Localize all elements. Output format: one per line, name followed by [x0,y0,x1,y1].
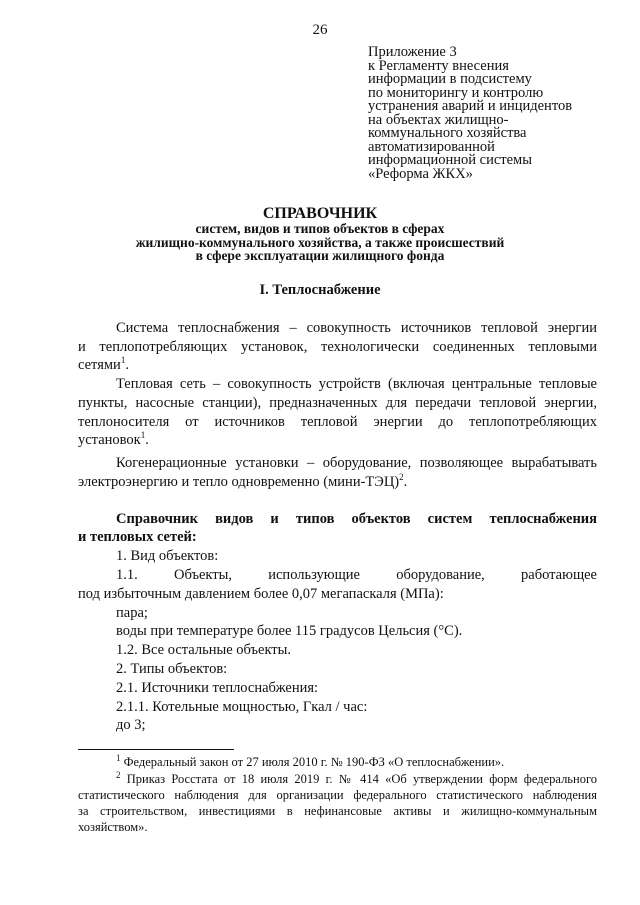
page-number: 26 [312,22,328,38]
footnote-mark: 2 [116,769,121,780]
appendix-line: на объектах жилищно- [368,111,509,128]
item-upto-3: до 3; [116,717,146,733]
para2-tail: . [145,432,149,448]
para1-line2: и теплопотребляющих установок, технологически соединенных тепловыми [78,339,597,355]
appendix-line: автоматизированной [368,138,495,155]
appendix-line: Приложение 3 [368,44,457,60]
para3-tail: . [403,474,408,490]
catalog-heading-line2: и тепловых сетей: [78,529,197,545]
document-title: СПРАВОЧНИК [262,205,378,222]
para1-line3 [78,357,129,374]
item-2-1: 2.1. Источники теплоснабжения: [116,680,319,696]
footnote-ref: 1 [120,355,126,366]
footnote-2-line2: статистического наблюдения для организации федерального статистического наблюдения [78,788,597,802]
document-subtitle [0,222,640,263]
appendix-line: информации в подсистему [368,71,532,87]
para2-line1: Тепловая сеть – совокупность устройств (включая центральные тепловые [116,376,597,392]
subtitle-line: систем, видов и типов объектов в сферах [195,221,445,236]
appendix-line: по мониторингу и контролю [368,84,544,101]
appendix-line: «Реформа ЖКХ» [368,165,473,182]
catalog-heading-line1: Справочник видов и типов объектов систем теплоснабжения [116,511,597,527]
appendix-line: устранения аварий и инцидентов [368,98,573,114]
appendix-header [368,46,628,181]
footnote-2-line3: за строительством, инвестициями в нефинансовые активы и жилищно-коммунальным [78,804,597,818]
subtitle-line: в сфере эксплуатации жилищного фонда [195,248,445,263]
para1-line1: Система теплоснабжения – совокупность источников тепловой энергии [116,320,597,336]
para2-line4 [78,432,149,449]
item-1-1-line1: 1.1. Объекты, использующие оборудование, работающее [116,567,597,583]
footnote-ref: 2 [399,472,404,483]
para1-text: сетями [78,357,121,373]
footnote-1-text: Федеральный закон от 27 июля 2010 г. № 190-ФЗ «О теплоснабжении». [123,755,505,769]
appendix-line: коммунального хозяйства [368,125,527,141]
footnote-mark: 1 [116,752,121,763]
para3-line1: Когенерационные установки – оборудование, позволяющее вырабатывать [116,455,597,471]
footnote-2-line1 [116,769,598,787]
item-steam: пара; [116,605,148,621]
item-2: 2. Типы объектов: [116,661,228,677]
subtitle-line: жилищно-коммунального хозяйства, а также происшествий [135,234,505,250]
footnote-ref: 1 [140,430,146,441]
appendix-line: к Регламенту внесения [368,57,509,74]
para2-line3: теплоносителя от источников тепловой энергии до теплопотребляющих [78,414,597,430]
item-2-1-1: 2.1.1. Котельные мощностью, Гкал / час: [116,699,368,715]
para2-line2: пункты, насосные станции), предназначенных для передачи тепловой энергии, [78,395,597,411]
footnote-2-text: Приказ Росстата от 18 июля 2019 г. № 414 «Об утверждении форм федерального [126,772,598,786]
footnote-2-line4: хозяйством». [78,820,148,834]
footnote-1 [116,752,505,770]
section-heading: I. Теплоснабжение [259,282,381,298]
item-water: воды при температуре более 115 градусов Цельсия (°C). [116,623,463,639]
appendix-line: информационной системы [368,152,532,168]
para1-tail: . [125,357,129,373]
item-1-2: 1.2. Все остальные объекты. [116,642,292,658]
item-1-1-line2: под избыточным давлением более 0,07 мегапаскаля (МПа): [78,586,444,602]
para2-text: установок [78,432,141,448]
item-1: 1. Вид объектов: [116,548,219,564]
para3-line2 [78,474,407,491]
para3-text: электроэнергию и тепло одновременно (мини-ТЭЦ) [78,474,400,490]
footnote-divider [78,749,234,750]
